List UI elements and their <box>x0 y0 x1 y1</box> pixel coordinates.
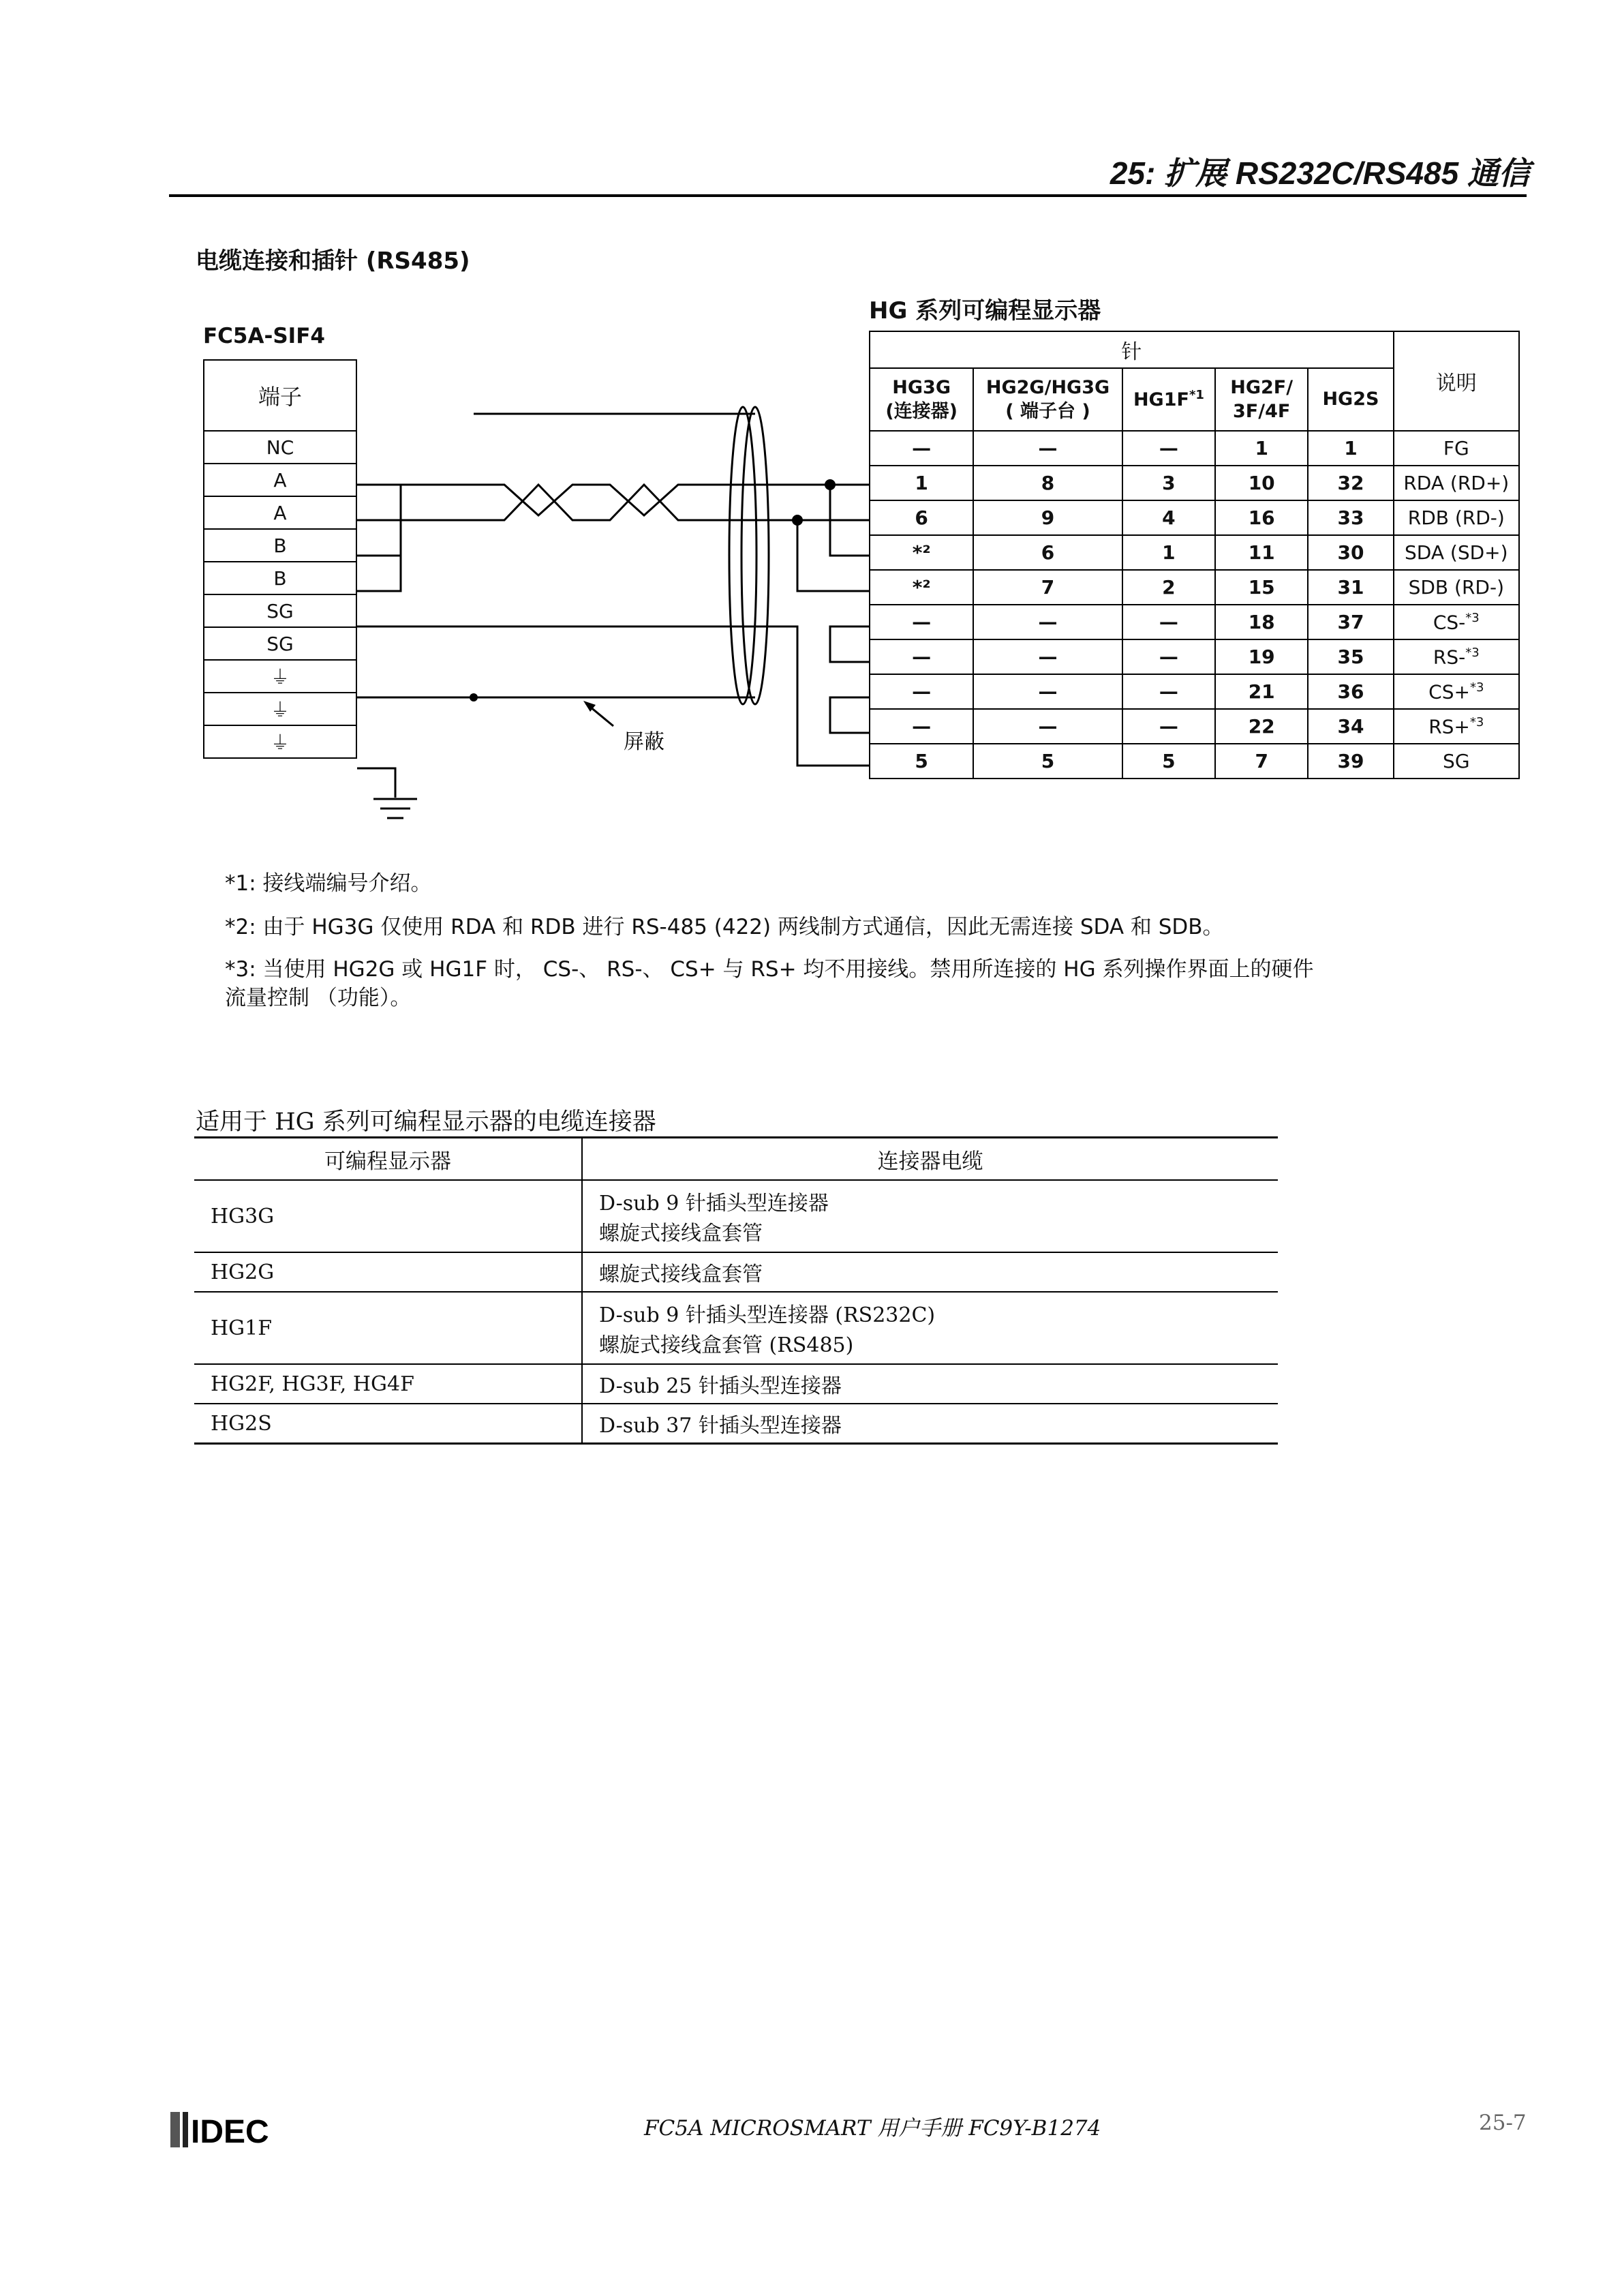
pin-cell: 19 <box>1215 639 1308 674</box>
hg-series-title: HG 系列可编程显示器 <box>869 297 1101 324</box>
connector-cable: D-sub 9 针插头型连接器 螺旋式接线盒套管 <box>582 1180 1278 1252</box>
pin-cell: 1 <box>1308 431 1393 466</box>
page-header-title: 25: 扩展 RS232C/RS485 通信 <box>1110 155 1530 191</box>
pin-description: RS+$^{*3}$ <box>1394 709 1519 744</box>
pin-cell: — <box>870 639 973 674</box>
logo-text: IDEC <box>191 2114 269 2147</box>
pin-cell: 36 <box>1308 674 1393 709</box>
pin-cell: — <box>870 605 973 639</box>
pin-cell: — <box>973 605 1122 639</box>
display-model: HG2F, HG3F, HG4F <box>194 1364 582 1404</box>
cable-row <box>194 1292 1278 1364</box>
explain-header: 说明 <box>1394 331 1519 431</box>
pin-cell: 39 <box>1308 744 1393 779</box>
pin-cell: 34 <box>1308 709 1393 744</box>
pin-cell: 5 <box>1122 744 1215 779</box>
terminal-cell: ⏚ <box>204 725 356 758</box>
section-title-cable: 电缆连接和插针 (RS485) <box>196 247 470 275</box>
pin-cell: 3 <box>1122 466 1215 500</box>
pin-cell: 31 <box>1308 570 1393 605</box>
col-header-hg2s: HG2S <box>1308 368 1393 431</box>
terminal-cell: ⏚ <box>204 660 356 693</box>
section-title-connectors: 适用于 HG 系列可编程显示器的电缆连接器 <box>196 1108 656 1136</box>
wire-a-join <box>357 485 401 520</box>
pin-description: CS-$^{*3}$ <box>1394 605 1519 639</box>
pin-cell: — <box>973 674 1122 709</box>
pin-cell: — <box>1122 674 1215 709</box>
pin-cell: — <box>1122 605 1215 639</box>
pin-cell: 22 <box>1215 709 1308 744</box>
col-header-cable: 连接器电缆 <box>582 1138 1278 1181</box>
pin-cell: 16 <box>1215 500 1308 535</box>
pin-cell: 1 <box>1215 431 1308 466</box>
pin-cell: 1 <box>870 466 973 500</box>
pin-cell: *² <box>870 535 973 570</box>
col-header-hg2g-hg3g: HG2G/HG3G ( 端子台 ) <box>973 368 1122 431</box>
pin-cell: *² <box>870 570 973 605</box>
pin-description: RDB (RD-) <box>1394 500 1519 535</box>
pin-group-header: 针 <box>870 331 1394 368</box>
col-header-hg3g: HG3G (连接器) <box>870 368 973 431</box>
wiring-diagram <box>0 0 1622 852</box>
terminal-cell: A <box>204 464 356 496</box>
terminal-cell: B <box>204 529 356 562</box>
pin-cell: — <box>1122 639 1215 674</box>
cable-row <box>194 1180 1278 1252</box>
note-1: *1: 接线端编号介绍。 <box>225 871 432 896</box>
pin-cell: — <box>973 431 1122 466</box>
cable-row <box>194 1364 1278 1404</box>
pin-cell: 2 <box>1122 570 1215 605</box>
note-3: *3: 当使用 HG2G 或 HG1F 时， CS-、 RS-、 CS+ 与 RS+ 均不用接线。禁用所连接的 HG 系列操作界面上的硬件 流量控制 （功能）。 <box>225 957 1314 1010</box>
pin-cell: 5 <box>870 744 973 779</box>
pin-description: CS+$^{*3}$ <box>1394 674 1519 709</box>
cable-row <box>194 1404 1278 1444</box>
col-header-display: 可编程显示器 <box>194 1138 582 1181</box>
footer-page-number: 25-7 <box>1479 2111 1527 2135</box>
pin-description: FG <box>1394 431 1519 466</box>
display-model: HG2G <box>194 1252 582 1292</box>
terminal-cell: SG <box>204 627 356 660</box>
connector-cable: D-sub 37 针插头型连接器 <box>582 1404 1278 1444</box>
pin-cell: — <box>870 674 973 709</box>
pin-cell: 11 <box>1215 535 1308 570</box>
footer-manual: FC5A MICROSMART 用户手册 FC9Y-B1274 <box>644 2116 1101 2141</box>
pin-description: SDA (SD+) <box>1394 535 1519 570</box>
pin-cell: 5 <box>973 744 1122 779</box>
shield-ellipse <box>729 407 756 704</box>
pin-cell: 10 <box>1215 466 1308 500</box>
terminal-cell: ⏚ <box>204 693 356 725</box>
terminal-cell: NC <box>204 431 356 464</box>
shield-label: 屏蔽 <box>624 730 664 754</box>
connector-cable: D-sub 9 针插头型连接器 (RS232C) 螺旋式接线盒套管 (RS485) <box>582 1292 1278 1364</box>
idec-logo <box>170 2112 300 2150</box>
connector-cable: 螺旋式接线盒套管 <box>582 1252 1278 1292</box>
pin-cell: 4 <box>1122 500 1215 535</box>
pin-cell: 6 <box>870 500 973 535</box>
pin-cell: — <box>870 709 973 744</box>
pin-cell: 33 <box>1308 500 1393 535</box>
pin-cell: 37 <box>1308 605 1393 639</box>
fc5a-label: FC5A-SIF4 <box>203 324 325 348</box>
wire-a-rda <box>357 485 869 515</box>
pin-cell: 32 <box>1308 466 1393 500</box>
cable-row <box>194 1252 1278 1292</box>
wire-sg-2 <box>755 626 869 766</box>
pin-cell: 21 <box>1215 674 1308 709</box>
pin-description: RDA (RD+) <box>1394 466 1519 500</box>
terminal-cell: A <box>204 496 356 529</box>
pin-cell: — <box>973 709 1122 744</box>
ground-wire <box>357 768 395 798</box>
pin-cell: 9 <box>973 500 1122 535</box>
terminal-header: 端子 <box>204 360 356 431</box>
pin-cell: 18 <box>1215 605 1308 639</box>
pin-cell: 8 <box>973 466 1122 500</box>
loop-cs-rs-plus <box>830 697 869 733</box>
pin-cell: 7 <box>973 570 1122 605</box>
col-header-hg1f: $HG1F^{*1}$ <box>1122 368 1215 431</box>
pin-description: SG <box>1394 744 1519 779</box>
wire-b-join <box>357 556 401 591</box>
pin-cell: — <box>870 431 973 466</box>
display-model: HG3G <box>194 1180 582 1252</box>
note-2: *2: 由于 HG3G 仅使用 RDA 和 RDB 进行 RS-485 (422) 两线制方式通信，因此无需连接 SDA 和 SDB。 <box>225 915 1224 939</box>
pin-cell: 6 <box>973 535 1122 570</box>
terminal-cell: SG <box>204 594 356 627</box>
display-model: HG2S <box>194 1404 582 1444</box>
col-header-hg2f: HG2F/ 3F/4F <box>1215 368 1308 431</box>
pin-description: SDB (RD-) <box>1394 570 1519 605</box>
pin-description: RS-$^{*3}$ <box>1394 639 1519 674</box>
display-model: HG1F <box>194 1292 582 1364</box>
connector-cable: D-sub 25 针插头型连接器 <box>582 1364 1278 1404</box>
pin-cell: 15 <box>1215 570 1308 605</box>
pin-cell: 1 <box>1122 535 1215 570</box>
loop-cs-rs-minus <box>830 626 869 662</box>
pin-cell: 30 <box>1308 535 1393 570</box>
pin-cell: — <box>973 639 1122 674</box>
terminal-cell: B <box>204 562 356 594</box>
pin-cell: 7 <box>1215 744 1308 779</box>
pin-cell: — <box>1122 431 1215 466</box>
pin-cell: — <box>1122 709 1215 744</box>
cable-connector-table <box>194 1136 1278 1445</box>
pin-cell: 35 <box>1308 639 1393 674</box>
